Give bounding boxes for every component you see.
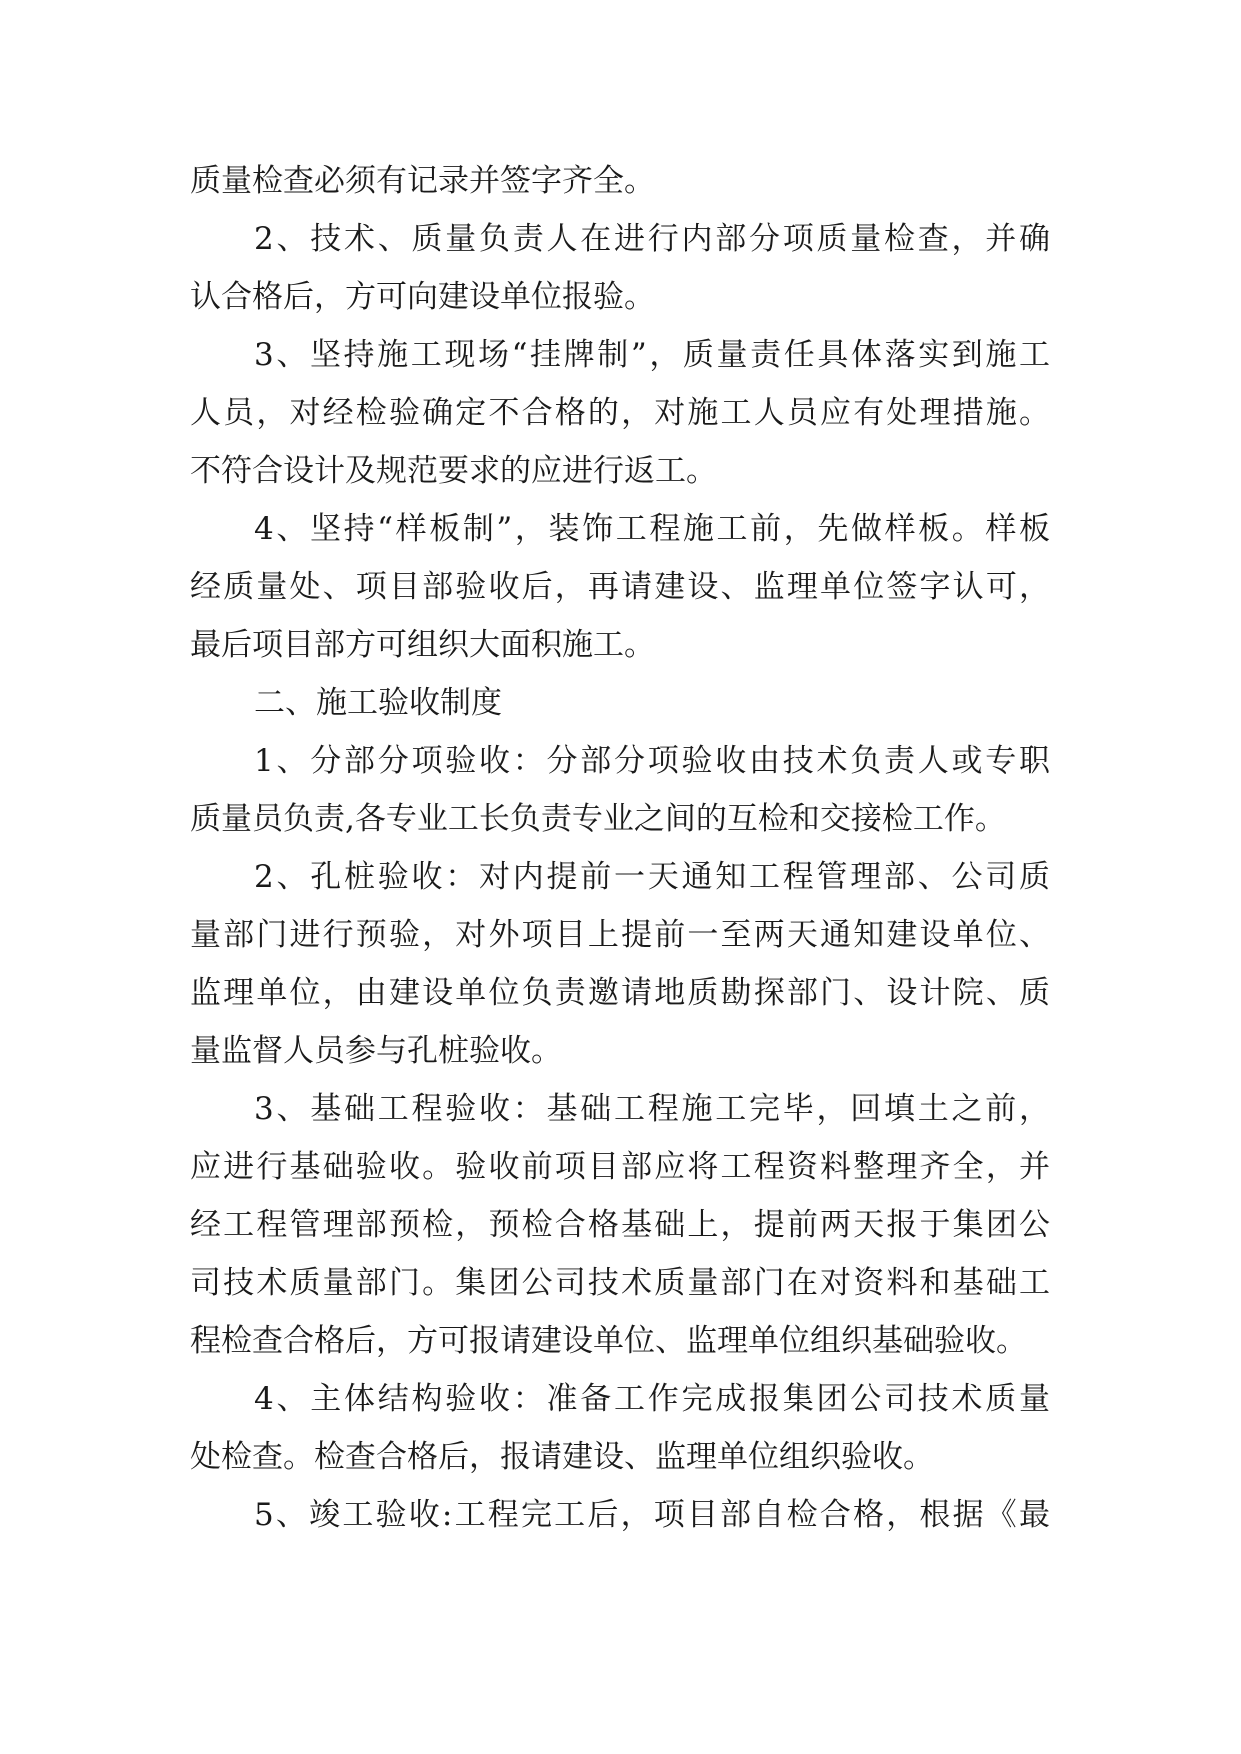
text-line: 程检查合格后，方可报请建设单位、监理单位组织基础验收。	[190, 1323, 1027, 1359]
text-line: 不符合设计及规范要求的应进行返工。	[190, 453, 717, 489]
section-heading: 二、施工验收制度	[254, 685, 502, 721]
document-body	[190, 152, 1050, 1544]
text-line: 监理单位，由建设单位负责邀请地质勘探部门、设计院、质	[190, 975, 1050, 1011]
text-line: 2、孔桩验收：对内提前一天通知工程管理部、公司质	[254, 859, 1050, 895]
text-line: 量监督人员参与孔桩验收。	[190, 1033, 562, 1069]
text-line: 处检查。检查合格后，报请建设、监理单位组织验收。	[190, 1439, 934, 1475]
text-line: 2、技术、质量负责人在进行内部分项质量检查，并确	[254, 221, 1050, 257]
text-line: 量部门进行预验，对外项目上提前一至两天通知建设单位、	[190, 917, 1050, 953]
text-line: 人员，对经检验确定不合格的，对施工人员应有处理措施。	[190, 395, 1050, 431]
text-line: 应进行基础验收。验收前项目部应将工程资料整理齐全，并	[190, 1149, 1050, 1185]
text-line: 质量员负责,各专业工长负责专业之间的互检和交接检工作。	[190, 801, 1006, 837]
text-line: 经质量处、项目部验收后，再请建设、监理单位签字认可，	[190, 569, 1050, 605]
text-line: 经工程管理部预检，预检合格基础上，提前两天报于集团公	[190, 1207, 1050, 1243]
text-line: 质量检查必须有记录并签字齐全。	[190, 163, 655, 199]
text-line: 5、竣工验收:工程完工后，项目部自检合格，根据《最	[254, 1497, 1050, 1533]
text-line: 1、分部分项验收：分部分项验收由技术负责人或专职	[254, 743, 1050, 779]
text-line: 认合格后，方可向建设单位报验。	[190, 279, 655, 315]
text-line: 4、主体结构验收：准备工作完成报集团公司技术质量	[254, 1381, 1050, 1417]
text-line: 3、基础工程验收：基础工程施工完毕，回填土之前，	[254, 1091, 1050, 1127]
text-line: 司技术质量部门。集团公司技术质量部门在对资料和基础工	[190, 1265, 1050, 1301]
text-line: 4、坚持“样板制”，装饰工程施工前，先做样板。样板	[254, 511, 1050, 547]
text-line: 最后项目部方可组织大面积施工。	[190, 627, 655, 663]
text-line: 3、坚持施工现场“挂牌制”，质量责任具体落实到施工	[254, 337, 1050, 373]
